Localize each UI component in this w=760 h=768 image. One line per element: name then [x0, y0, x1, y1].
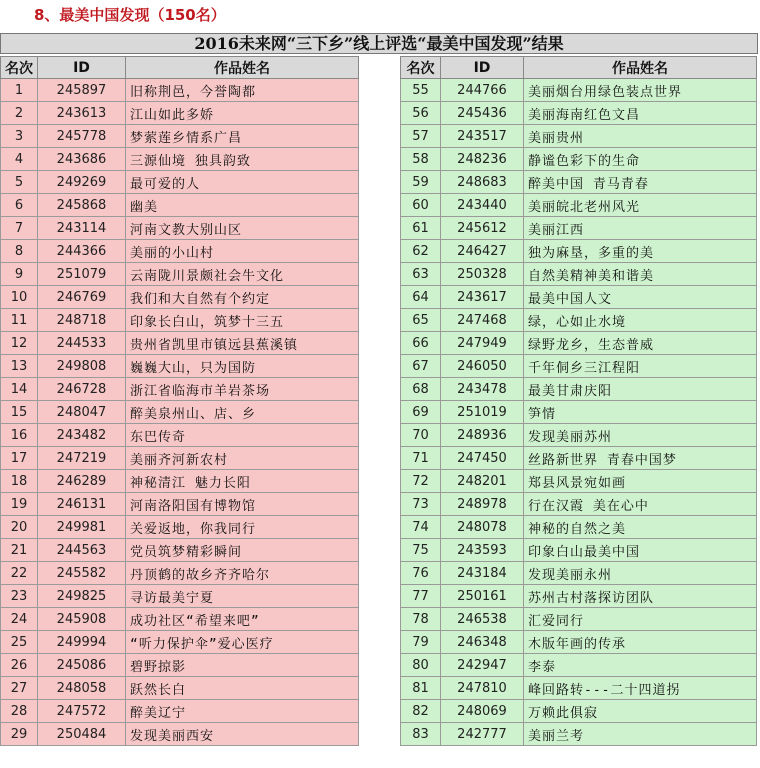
name-cell: 静谧色彩下的生命	[524, 148, 757, 171]
rank-cell: 25	[1, 631, 38, 654]
rank-cell: 58	[401, 148, 441, 171]
rank-cell: 9	[1, 263, 38, 286]
rank-cell: 20	[1, 516, 38, 539]
table-row	[1, 539, 359, 562]
name-cell: 醉美中国 青马青春	[524, 171, 757, 194]
name-cell: 河南洛阳国有博物馆	[126, 493, 359, 516]
rank-cell: 23	[1, 585, 38, 608]
rank-cell: 26	[1, 654, 38, 677]
table-row	[1, 562, 359, 585]
results-table-left	[0, 56, 359, 746]
table-row	[401, 148, 757, 171]
id-cell: 246427	[441, 240, 524, 263]
rank-cell: 21	[1, 539, 38, 562]
rank-cell: 29	[1, 723, 38, 746]
rank-cell: 67	[401, 355, 441, 378]
id-cell: 246289	[38, 470, 126, 493]
rank-cell: 56	[401, 102, 441, 125]
name-header: 作品姓名	[524, 57, 757, 79]
table-row	[1, 102, 359, 125]
rank-cell: 18	[1, 470, 38, 493]
table-row	[401, 447, 757, 470]
rank-cell: 73	[401, 493, 441, 516]
rank-cell: 60	[401, 194, 441, 217]
id-cell: 246131	[38, 493, 126, 516]
rank-cell: 82	[401, 700, 441, 723]
rank-cell: 28	[1, 700, 38, 723]
name-cell: 行在汉霞 美在心中	[524, 493, 757, 516]
rank-cell: 61	[401, 217, 441, 240]
name-cell: 东巴传奇	[126, 424, 359, 447]
id-cell: 245612	[441, 217, 524, 240]
rank-cell: 4	[1, 148, 38, 171]
id-cell: 243478	[441, 378, 524, 401]
id-cell: 242947	[441, 654, 524, 677]
table-row	[1, 309, 359, 332]
table-row	[1, 194, 359, 217]
rank-cell: 12	[1, 332, 38, 355]
table-row	[1, 677, 359, 700]
id-cell: 243617	[441, 286, 524, 309]
id-cell: 243114	[38, 217, 126, 240]
rank-cell: 65	[401, 309, 441, 332]
id-cell: 248978	[441, 493, 524, 516]
table-row	[401, 585, 757, 608]
rank-cell: 64	[401, 286, 441, 309]
id-cell: 248936	[441, 424, 524, 447]
name-cell: 最美甘肃庆阳	[524, 378, 757, 401]
table-row	[401, 79, 757, 102]
id-cell: 247810	[441, 677, 524, 700]
name-cell: 云南陇川景颇社会牛文化	[126, 263, 359, 286]
name-cell: 跃然长白	[126, 677, 359, 700]
rank-cell: 13	[1, 355, 38, 378]
name-cell: 最可爱的人	[126, 171, 359, 194]
id-cell: 243613	[38, 102, 126, 125]
rank-cell: 19	[1, 493, 38, 516]
name-cell: 发现美丽永州	[524, 562, 757, 585]
id-cell: 246050	[441, 355, 524, 378]
id-cell: 245582	[38, 562, 126, 585]
name-cell: “听力保护伞”爱心医疗	[126, 631, 359, 654]
rank-cell: 77	[401, 585, 441, 608]
name-cell: 千年侗乡三江程阳	[524, 355, 757, 378]
rank-cell: 27	[1, 677, 38, 700]
name-cell: 神秘清江 魅力长阳	[126, 470, 359, 493]
rank-cell: 1	[1, 79, 38, 102]
id-cell: 243482	[38, 424, 126, 447]
table-row	[1, 424, 359, 447]
table-row	[1, 332, 359, 355]
table-row	[401, 516, 757, 539]
name-cell: 关爱返地，你我同行	[126, 516, 359, 539]
table-row	[1, 217, 359, 240]
name-cell: 美丽齐河新农村	[126, 447, 359, 470]
rank-header: 名次	[1, 57, 38, 79]
name-cell: 苏州古村落探访团队	[524, 585, 757, 608]
id-cell: 245908	[38, 608, 126, 631]
id-cell: 247219	[38, 447, 126, 470]
id-cell: 247468	[441, 309, 524, 332]
id-cell: 244533	[38, 332, 126, 355]
id-cell: 248683	[441, 171, 524, 194]
header-row	[1, 57, 359, 79]
id-cell: 248236	[441, 148, 524, 171]
rank-cell: 79	[401, 631, 441, 654]
table-row	[401, 217, 757, 240]
id-cell: 246538	[441, 608, 524, 631]
id-cell: 248058	[38, 677, 126, 700]
name-cell: 峰回路转---二十四道拐	[524, 677, 757, 700]
name-cell: 丝路新世界 青春中国梦	[524, 447, 757, 470]
results-table-right	[400, 56, 757, 746]
table-row	[401, 309, 757, 332]
id-cell: 243517	[441, 125, 524, 148]
table-row	[1, 125, 359, 148]
name-cell: 美丽江西	[524, 217, 757, 240]
name-cell: 梦萦莲乡情系广昌	[126, 125, 359, 148]
rank-cell: 17	[1, 447, 38, 470]
table-row	[401, 171, 757, 194]
id-cell: 243184	[441, 562, 524, 585]
name-cell: 党员筑梦精彩瞬间	[126, 539, 359, 562]
name-cell: 李泰	[524, 654, 757, 677]
name-cell: 郑县风景宛如画	[524, 470, 757, 493]
rank-cell: 63	[401, 263, 441, 286]
rank-cell: 8	[1, 240, 38, 263]
rank-cell: 66	[401, 332, 441, 355]
table-row	[1, 401, 359, 424]
name-cell: 河南文教大别山区	[126, 217, 359, 240]
id-cell: 247450	[441, 447, 524, 470]
name-cell: 美丽的小山村	[126, 240, 359, 263]
table-row	[401, 286, 757, 309]
id-cell: 249269	[38, 171, 126, 194]
id-cell: 246348	[441, 631, 524, 654]
id-cell: 243686	[38, 148, 126, 171]
rank-cell: 3	[1, 125, 38, 148]
rank-cell: 16	[1, 424, 38, 447]
id-header: ID	[441, 57, 524, 79]
table-row	[401, 539, 757, 562]
id-cell: 246728	[38, 378, 126, 401]
rank-cell: 74	[401, 516, 441, 539]
id-cell: 250161	[441, 585, 524, 608]
table-row	[1, 608, 359, 631]
rank-cell: 10	[1, 286, 38, 309]
name-cell: 贵州省凯里市镇远县蕉溪镇	[126, 332, 359, 355]
table-row	[401, 125, 757, 148]
id-cell: 250484	[38, 723, 126, 746]
id-cell: 243593	[441, 539, 524, 562]
id-cell: 243440	[441, 194, 524, 217]
name-cell: 寻访最美宁夏	[126, 585, 359, 608]
rank-cell: 76	[401, 562, 441, 585]
id-cell: 245868	[38, 194, 126, 217]
name-cell: 发现美丽西安	[126, 723, 359, 746]
id-cell: 244766	[441, 79, 524, 102]
table-row	[1, 378, 359, 401]
header-row	[401, 57, 757, 79]
id-cell: 249808	[38, 355, 126, 378]
table-row	[401, 263, 757, 286]
name-cell: 绿，心如止水境	[524, 309, 757, 332]
rank-cell: 11	[1, 309, 38, 332]
id-cell: 249981	[38, 516, 126, 539]
name-cell: 江山如此多娇	[126, 102, 359, 125]
table-row	[1, 355, 359, 378]
rank-cell: 72	[401, 470, 441, 493]
rank-cell: 62	[401, 240, 441, 263]
table-row	[1, 723, 359, 746]
name-cell: 笋情	[524, 401, 757, 424]
id-cell: 247949	[441, 332, 524, 355]
table-row	[1, 263, 359, 286]
table-row	[1, 148, 359, 171]
id-cell: 242777	[441, 723, 524, 746]
rank-cell: 5	[1, 171, 38, 194]
id-cell: 247572	[38, 700, 126, 723]
rank-cell: 71	[401, 447, 441, 470]
id-cell: 248047	[38, 401, 126, 424]
rank-cell: 7	[1, 217, 38, 240]
name-cell: 我们和大自然有个约定	[126, 286, 359, 309]
table-row	[401, 470, 757, 493]
table-row	[1, 447, 359, 470]
name-cell: 自然美精神美和谐美	[524, 263, 757, 286]
id-cell: 251019	[441, 401, 524, 424]
id-cell: 248069	[441, 700, 524, 723]
name-cell: 美丽海南红色文昌	[524, 102, 757, 125]
table-row	[1, 516, 359, 539]
table-row	[401, 332, 757, 355]
id-cell: 249994	[38, 631, 126, 654]
rank-cell: 55	[401, 79, 441, 102]
table-row	[1, 286, 359, 309]
table-row	[1, 654, 359, 677]
id-cell: 248201	[441, 470, 524, 493]
rank-cell: 14	[1, 378, 38, 401]
name-cell: 美丽贵州	[524, 125, 757, 148]
id-cell: 245897	[38, 79, 126, 102]
rank-cell: 69	[401, 401, 441, 424]
table-row	[401, 194, 757, 217]
table-row	[401, 562, 757, 585]
rank-cell: 2	[1, 102, 38, 125]
table-row	[401, 654, 757, 677]
name-cell: 成功社区“希望来吧”	[126, 608, 359, 631]
id-cell: 250328	[441, 263, 524, 286]
section-heading: 8、最美中国发现（150名）	[34, 6, 226, 24]
rank-cell: 68	[401, 378, 441, 401]
id-header: ID	[38, 57, 126, 79]
name-cell: 印象长白山，筑梦十三五	[126, 309, 359, 332]
table-row	[401, 240, 757, 263]
id-cell: 244563	[38, 539, 126, 562]
id-cell: 245778	[38, 125, 126, 148]
table-row	[401, 424, 757, 447]
rank-cell: 15	[1, 401, 38, 424]
table-row	[401, 700, 757, 723]
name-cell: 美丽皖北老州风光	[524, 194, 757, 217]
table-row	[1, 171, 359, 194]
results-banner: 2016未来网“三下乡”线上评选“最美中国发现”结果	[0, 33, 758, 54]
table-row	[401, 102, 757, 125]
id-cell: 245436	[441, 102, 524, 125]
rank-cell: 80	[401, 654, 441, 677]
table-row	[401, 355, 757, 378]
name-cell: 巍巍大山，只为国防	[126, 355, 359, 378]
id-cell: 248718	[38, 309, 126, 332]
name-cell: 醉美辽宁	[126, 700, 359, 723]
table-row	[1, 585, 359, 608]
name-cell: 发现美丽苏州	[524, 424, 757, 447]
name-cell: 木版年画的传承	[524, 631, 757, 654]
rank-cell: 83	[401, 723, 441, 746]
rank-cell: 59	[401, 171, 441, 194]
name-cell: 绿野龙乡，生态普威	[524, 332, 757, 355]
name-cell: 印象白山最美中国	[524, 539, 757, 562]
table-row	[1, 493, 359, 516]
rank-cell: 70	[401, 424, 441, 447]
name-cell: 独为麻垦，多重的美	[524, 240, 757, 263]
table-row	[401, 631, 757, 654]
name-cell: 丹顶鹤的故乡齐齐哈尔	[126, 562, 359, 585]
name-cell: 美丽烟台用绿色装点世界	[524, 79, 757, 102]
name-cell: 汇爱同行	[524, 608, 757, 631]
rank-cell: 75	[401, 539, 441, 562]
table-row	[1, 79, 359, 102]
table-row	[401, 378, 757, 401]
name-cell: 美丽兰考	[524, 723, 757, 746]
table-row	[1, 470, 359, 493]
rank-cell: 57	[401, 125, 441, 148]
id-cell: 251079	[38, 263, 126, 286]
name-cell: 神秘的自然之美	[524, 516, 757, 539]
table-row	[1, 631, 359, 654]
rank-cell: 22	[1, 562, 38, 585]
table-row	[401, 401, 757, 424]
id-cell: 248078	[441, 516, 524, 539]
id-cell: 246769	[38, 286, 126, 309]
id-cell: 249825	[38, 585, 126, 608]
id-cell: 245086	[38, 654, 126, 677]
name-cell: 三源仙境 独具韵致	[126, 148, 359, 171]
name-cell: 旧称荆邑，今誉陶都	[126, 79, 359, 102]
name-cell: 万赖此俱寂	[524, 700, 757, 723]
rank-cell: 6	[1, 194, 38, 217]
name-cell: 最美中国人文	[524, 286, 757, 309]
rank-cell: 78	[401, 608, 441, 631]
name-cell: 幽美	[126, 194, 359, 217]
name-cell: 碧野掠影	[126, 654, 359, 677]
table-row	[1, 240, 359, 263]
table-row	[401, 608, 757, 631]
name-cell: 醉美泉州山、店、乡	[126, 401, 359, 424]
name-header: 作品姓名	[126, 57, 359, 79]
table-row	[401, 493, 757, 516]
rank-header: 名次	[401, 57, 441, 79]
rank-cell: 81	[401, 677, 441, 700]
id-cell: 244366	[38, 240, 126, 263]
rank-cell: 24	[1, 608, 38, 631]
table-row	[401, 723, 757, 746]
table-row	[401, 677, 757, 700]
table-row	[1, 700, 359, 723]
name-cell: 浙江省临海市羊岩茶场	[126, 378, 359, 401]
